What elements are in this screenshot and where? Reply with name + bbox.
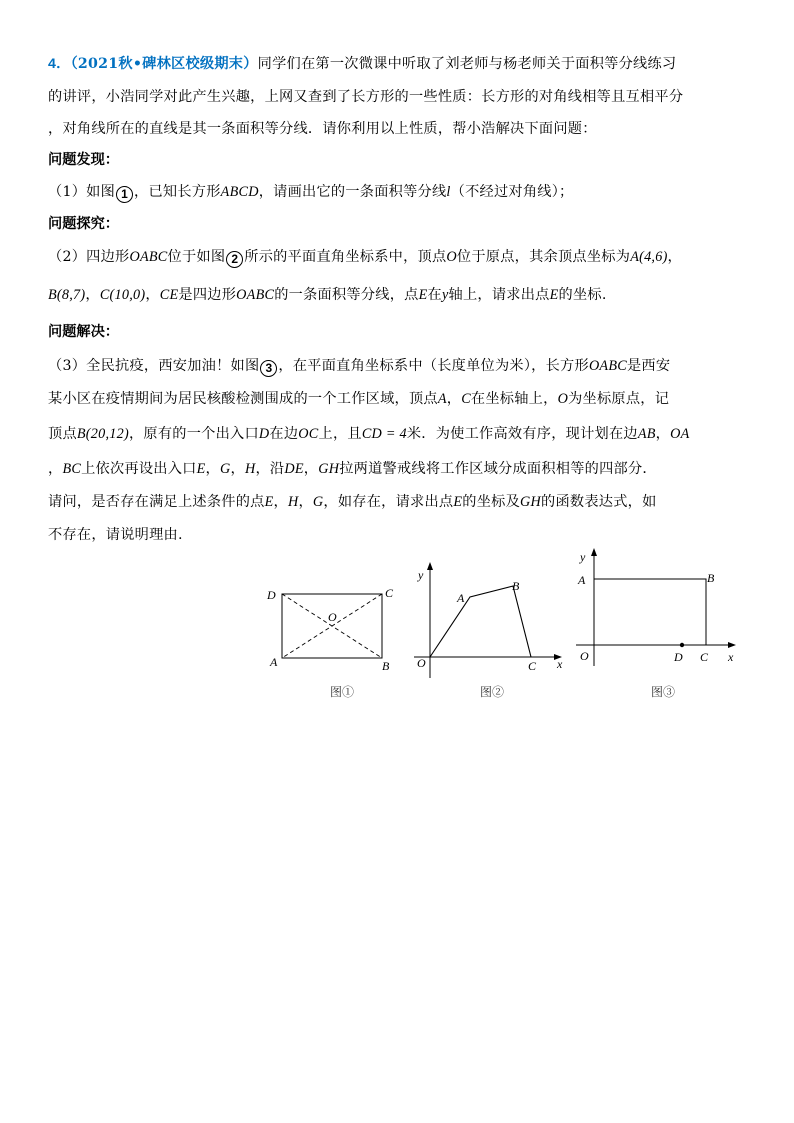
- circled-number-3: 3: [260, 360, 277, 377]
- q3-text: 请问，是否存在满足上述条件的点: [48, 494, 265, 510]
- q3-text: 上依次再设出入口: [81, 461, 197, 477]
- circled-number-2: 2: [226, 251, 243, 268]
- q3-math: G: [219, 461, 231, 477]
- q3-math: AB: [637, 426, 656, 442]
- figure-2-quadrilateral: [410, 562, 570, 682]
- q3-text: ，: [48, 461, 63, 477]
- label-x: x: [728, 650, 734, 664]
- q1-text: ，已知长方形: [134, 184, 221, 200]
- label-c: C: [528, 659, 537, 673]
- q2-text: 轴上，请求出点: [448, 287, 550, 303]
- q3-math: GH: [520, 494, 542, 510]
- q3-math: G: [312, 494, 324, 510]
- intro-text-1: 同学们在第一次微课中听取了刘老师与杨老师关于面积等分线练习: [257, 56, 677, 72]
- q1-math: l: [446, 184, 451, 200]
- label-o: O: [328, 610, 337, 624]
- q2-text: 所示的平面直角坐标系中，顶点: [244, 249, 447, 265]
- question-2-line-2: [48, 285, 748, 305]
- q3-text: 是西安: [626, 358, 671, 374]
- q2-math: O: [446, 249, 457, 265]
- q1-text: （不经过对角线）；: [450, 184, 574, 200]
- q2-math: y: [441, 287, 449, 303]
- label-d: D: [267, 588, 276, 602]
- question-3-line-4: [48, 459, 748, 479]
- q2-text: 的一条面积等分线，点: [274, 287, 419, 303]
- label-b: B: [707, 571, 715, 585]
- q3-math: H: [244, 461, 256, 477]
- y-axis-arrow: [427, 562, 433, 570]
- q2-math: E: [418, 287, 428, 303]
- q3-math: OABC: [588, 358, 627, 374]
- q2-math: OABC: [236, 287, 275, 303]
- q3-math: O: [557, 391, 569, 407]
- label-o: O: [580, 649, 589, 663]
- q3-text: 某小区在疫情期间为居民核酸检测围成的一个工作区域，顶点: [48, 391, 438, 407]
- q1-text: （1）如图: [48, 184, 116, 200]
- q3-text: ，: [303, 461, 319, 477]
- q3-math: E: [264, 494, 274, 510]
- label-c: C: [385, 586, 394, 600]
- label-a: A: [457, 591, 465, 605]
- q3-text: 为坐标原点，记: [568, 391, 670, 407]
- question-1: [48, 182, 748, 203]
- q1-math: ABCD: [220, 184, 259, 200]
- q3-text: ，在平面直角坐标系中（长度单位为米），长方形: [278, 358, 589, 374]
- circled-number-1: 1: [116, 186, 133, 203]
- q3-math: H: [287, 494, 299, 510]
- q3-text: 不存在，请说明理由.: [48, 527, 183, 543]
- problem-source: （2021秋•碑林区校级期末）: [70, 56, 258, 72]
- section-heading-discovery: 问题发现：: [48, 152, 119, 168]
- q1-text: ，请画出它的一条面积等分线: [258, 184, 447, 200]
- q3-math: OA: [670, 426, 690, 442]
- q2-text: 位于如图: [167, 249, 226, 265]
- label-b: B: [382, 659, 390, 673]
- section-heading-solve: 问题解决：: [48, 324, 119, 340]
- problem-intro-line-2: [48, 87, 748, 107]
- intro-text-2: 的讲评，小浩同学对此产生兴趣，上网又查到了长方形的一些性质：长方形的对角线相等且互相平分: [48, 89, 684, 105]
- figure-3-rectangle: [572, 544, 747, 669]
- q2-math: C(10,0): [99, 287, 146, 303]
- q2-text: 的坐标.: [558, 287, 607, 303]
- rectangle-oabc: [594, 579, 706, 645]
- q2-text: ，: [145, 287, 160, 303]
- q3-text: ，: [230, 461, 245, 477]
- q3-text: 的坐标及: [462, 494, 521, 510]
- label-a: A: [578, 573, 586, 587]
- q2-text: 是四边形: [178, 287, 237, 303]
- q2-math: OABC: [129, 249, 168, 265]
- figure-1-caption: 图①: [330, 685, 355, 699]
- question-3-line-2: [48, 389, 748, 409]
- q3-math: GH: [318, 461, 340, 477]
- q3-text: ，: [298, 494, 313, 510]
- label-b: B: [512, 579, 520, 593]
- question-2-line-1: [48, 247, 748, 268]
- question-3-line-5: [48, 492, 748, 512]
- q3-text: 上，且: [318, 426, 362, 442]
- q3-math: E: [453, 494, 463, 510]
- problem-intro-line-1: [48, 54, 748, 74]
- q3-text: ，: [446, 391, 462, 407]
- q3-text: 的函数表达式，如: [541, 494, 657, 510]
- q3-math: BC: [62, 461, 82, 477]
- q3-text: 拉两道警戒线将工作区域分成面积相等的四部分．: [339, 461, 657, 477]
- figure-2-caption: 图②: [480, 685, 505, 699]
- q3-math: A: [437, 391, 447, 407]
- q3-text: 在坐标轴上，: [470, 391, 558, 407]
- y-axis-arrow: [591, 548, 597, 556]
- figure-1-rectangle: [262, 580, 402, 680]
- q3-text: ，沿: [255, 461, 285, 477]
- q2-text: ，: [667, 249, 682, 265]
- section-heading-explore: 问题探究：: [48, 216, 119, 232]
- q3-text: ，如存在，请求出点: [323, 494, 454, 510]
- q3-text: ，: [273, 494, 288, 510]
- quadrilateral-oabc: [430, 586, 531, 657]
- question-3-line-6: [48, 525, 748, 545]
- q3-text: ，原有的一个出入口: [128, 426, 259, 442]
- x-axis-arrow: [728, 642, 736, 648]
- q2-text: 位于原点，其余顶点坐标为: [456, 249, 631, 265]
- q3-text: （3）全民抗疫，西安加油！如图: [48, 358, 260, 374]
- q3-math: C: [461, 391, 471, 407]
- q2-text: ，: [85, 287, 100, 303]
- q3-math: CD = 4: [361, 426, 407, 442]
- q3-math: D: [258, 426, 270, 442]
- intro-text-3: ，对角线所在的直线是其一条面积等分线．请你利用以上性质，帮小浩解决下面问题：: [48, 121, 597, 137]
- question-3-line-1: [48, 356, 748, 377]
- q2-math: CE: [159, 287, 179, 303]
- q3-text: ，: [655, 426, 671, 442]
- question-3-line-3: [48, 424, 748, 444]
- label-d: D: [674, 650, 683, 664]
- problem-intro-line-3: [48, 119, 748, 139]
- q3-math: B(20,12): [76, 426, 129, 442]
- q3-text: 在边: [269, 426, 299, 442]
- q3-math: OC: [298, 426, 319, 442]
- q3-text: 顶点: [48, 426, 77, 442]
- figure-3-caption: 图③: [651, 685, 676, 699]
- label-y: y: [418, 568, 424, 582]
- point-d: [680, 643, 684, 647]
- q2-text: （2）四边形: [48, 249, 130, 265]
- q3-text: 米．为使工作高效有序，现计划在边: [406, 426, 638, 442]
- q2-math: A(4,6): [630, 249, 668, 265]
- q2-text: 在: [427, 287, 442, 303]
- q3-math: DE: [284, 461, 304, 477]
- label-x: x: [557, 657, 563, 671]
- label-c: C: [700, 650, 709, 664]
- q2-math: B(8,7): [48, 287, 86, 303]
- q3-math: E: [196, 461, 206, 477]
- problem-number: 4．: [48, 56, 71, 72]
- label-o: O: [417, 656, 426, 670]
- label-a: A: [270, 655, 278, 669]
- label-y: y: [580, 550, 586, 564]
- q2-math: E: [549, 287, 559, 303]
- q3-text: ，: [205, 461, 220, 477]
